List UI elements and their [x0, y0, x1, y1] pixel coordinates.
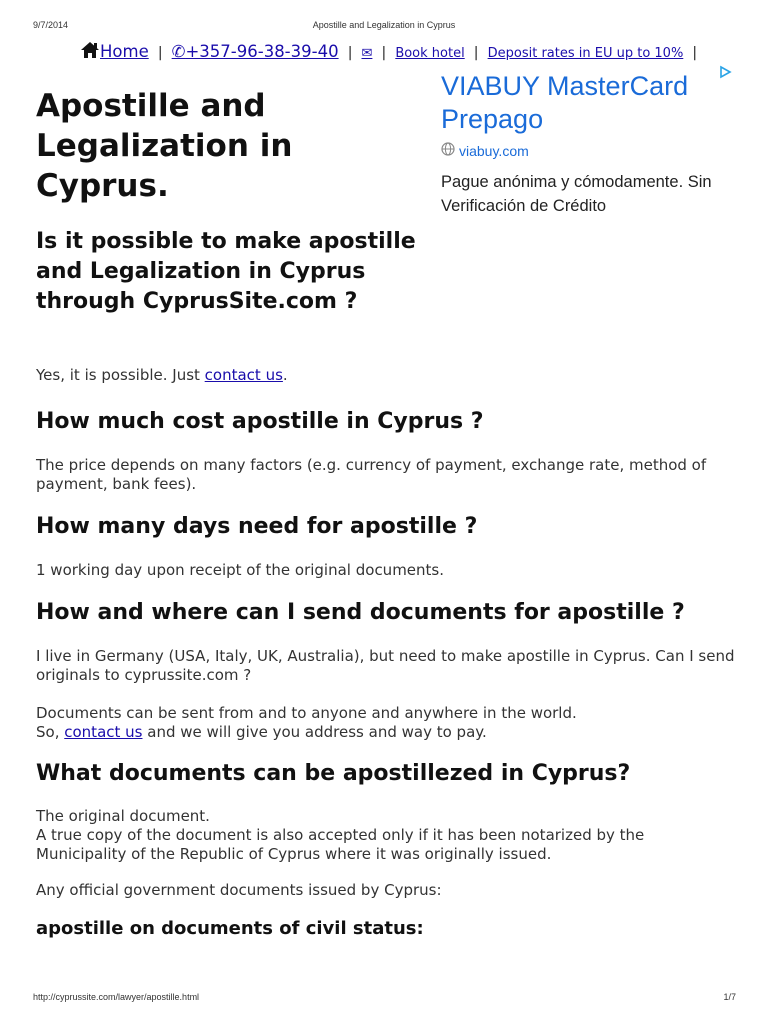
nav-separator: |	[347, 45, 353, 61]
envelope-icon: ✉	[361, 46, 373, 61]
ad-headline-link[interactable]: VIABUY MasterCard Prepago	[441, 71, 689, 134]
deposit-rates-link[interactable]: Deposit rates in EU up to 10%	[487, 46, 684, 61]
faq-answer-5b: Any official government documents issued by Cyprus:	[36, 881, 442, 899]
faq-answer-4b	[36, 704, 736, 742]
ad-description: Pague anónima y cómodamente. Sin Verificación de Crédito	[441, 173, 712, 215]
contact-us-link[interactable]: contact us	[204, 366, 283, 384]
faq-question-1: Is it possible to make apostille and Legalization in Cyprus through CyprusSite.com ?	[36, 229, 416, 314]
answer-text: .	[282, 366, 288, 384]
book-hotel-link[interactable]: Book hotel	[395, 46, 465, 61]
nav-separator: |	[473, 45, 479, 61]
faq-answer-3: 1 working day upon receipt of the original documents.	[36, 561, 445, 579]
faq-question-3: How many days need for apostille ?	[36, 514, 478, 539]
section-heading-civil-status: apostille on documents of civil status:	[36, 918, 424, 939]
nav-separator: |	[381, 45, 387, 61]
ad-url-link[interactable]	[441, 142, 741, 159]
phone-icon: ✆	[171, 42, 186, 61]
home-icon[interactable]	[80, 41, 100, 63]
faq-answer-1	[36, 366, 736, 385]
faq-content	[36, 366, 736, 941]
print-header	[0, 20, 768, 34]
nav-separator: |	[692, 45, 698, 61]
page-title: Apostille and Legalization in Cyprus.	[36, 88, 293, 204]
contact-us-link[interactable]: contact us	[64, 723, 143, 741]
answer-text: and we will give you address and way to pay.	[142, 723, 487, 741]
ad-block	[441, 70, 741, 218]
answer-text: Yes, it is possible. Just	[36, 366, 205, 384]
top-nav	[80, 41, 740, 67]
phone-number: +357-96-38-39-40	[185, 42, 339, 61]
print-page-title: Apostille and Legalization in Cyprus	[312, 20, 456, 30]
email-link[interactable]	[362, 46, 373, 61]
print-url: http://cyprussite.com/lawyer/apostille.html	[33, 992, 200, 1002]
faq-answer-2: The price depends on many factors (e.g. currency of payment, exchange rate, method of payment, bank fees).	[36, 456, 707, 493]
phone-link[interactable]	[172, 42, 339, 61]
print-footer	[0, 992, 768, 1006]
home-link[interactable]: Home	[100, 42, 149, 61]
faq-question-5: What documents can be apostillezed in Cyprus?	[36, 761, 631, 786]
answer-text: The original document.	[36, 807, 210, 825]
answer-text: So,	[36, 723, 65, 741]
adchoices-icon[interactable]	[718, 64, 732, 78]
print-date: 9/7/2014	[33, 20, 69, 30]
ad-url-text: viabuy.com	[459, 142, 529, 159]
faq-question-2: How much cost apostille in Cyprus ?	[36, 409, 484, 434]
faq-answer-4a: I live in Germany (USA, Italy, UK, Australia), but need to make apostille in Cyprus. Can I send originals to cyprussite.com ?	[36, 647, 735, 684]
faq-answer-5a	[36, 807, 736, 864]
print-page-number: 1/7	[723, 992, 736, 1002]
answer-text: Documents can be sent from and to anyone and anywhere in the world.	[36, 704, 577, 722]
faq-question-4: How and where can I send documents for apostille ?	[36, 600, 685, 625]
answer-text: A true copy of the document is also accepted only if it has been notarized by the Municipality of the Republic of Cyprus where it was originally issued.	[36, 826, 645, 863]
globe-icon	[441, 142, 455, 159]
nav-separator: |	[157, 45, 163, 61]
